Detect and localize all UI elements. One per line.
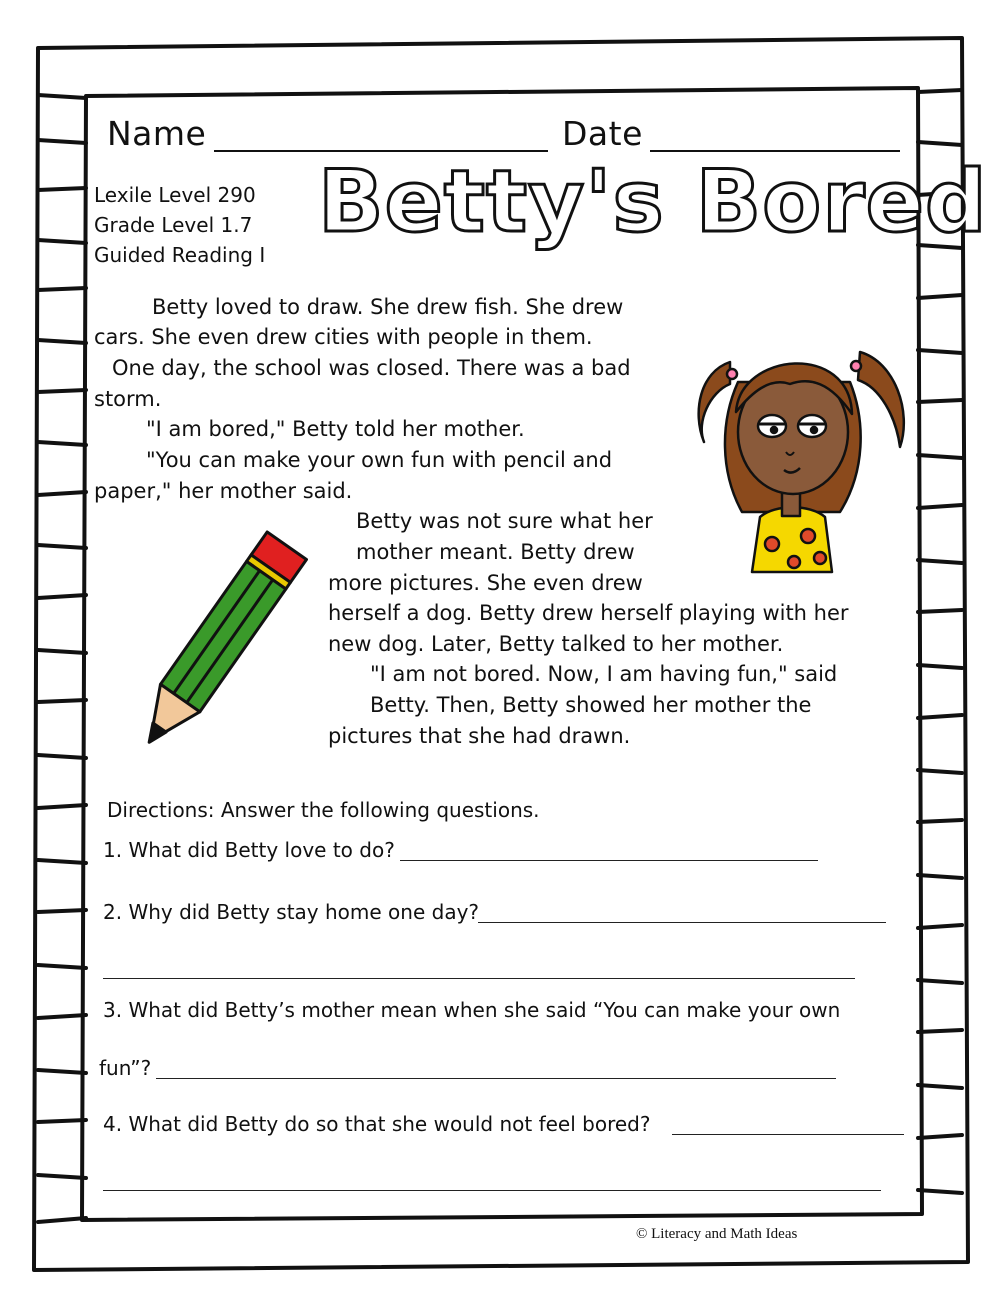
reading-level-info [94, 180, 265, 270]
story-line: Betty was not sure what her [356, 509, 653, 533]
lexile-level: Lexile Level 290 [94, 183, 256, 207]
date-label: Date [562, 114, 643, 153]
story-line: "You can make your own fun with pencil and [146, 448, 613, 472]
answer-line-4b[interactable] [103, 1190, 881, 1191]
story-line: Betty loved to draw. She drew fish. She drew [152, 295, 624, 319]
answer-line-2a[interactable] [478, 922, 886, 923]
story-line: "I am bored," Betty told her mother. [146, 417, 525, 441]
story-line: mother meant. Betty drew [356, 540, 635, 564]
question-2: 2. Why did Betty stay home one day? [103, 900, 480, 924]
question-3: 3. What did Betty’s mother mean when she said “You can make your own [103, 998, 841, 1022]
name-label: Name [107, 114, 207, 153]
pencil-illustration [128, 526, 308, 762]
story-line: paper," her mother said. [94, 479, 353, 503]
story-line: new dog. Later, Betty talked to her mother. [328, 632, 784, 656]
story-line: storm. [94, 387, 162, 411]
question-4: 4. What did Betty do so that she would not feel bored? [103, 1112, 651, 1136]
story-line: Betty. Then, Betty showed her mother the [370, 693, 812, 717]
answer-line-4a[interactable] [672, 1134, 904, 1135]
story-line: One day, the school was closed. There was a bad [112, 356, 631, 380]
question-1: 1. What did Betty love to do? [103, 838, 395, 862]
story-line: "I am not bored. Now, I am having fun," said [370, 662, 838, 686]
copyright-notice: © Literacy and Math Ideas [636, 1226, 798, 1242]
betty-illustration [690, 322, 912, 574]
story-line: more pictures. She even drew [328, 571, 643, 595]
answer-line-1[interactable] [400, 860, 818, 861]
question-3-continued: fun”? [99, 1056, 152, 1080]
story-line: pictures that she had drawn. [328, 724, 631, 748]
directions: Directions: Answer the following questions. [107, 798, 540, 822]
right-pigtail [858, 352, 904, 447]
grade-level: Grade Level 1.7 [94, 213, 253, 237]
story-line: herself a dog. Betty drew herself playing with her [328, 601, 849, 625]
guided-reading-level: Guided Reading I [94, 243, 266, 267]
story-line: cars. She even drew cities with people in them. [94, 325, 593, 349]
pencil-body [160, 561, 285, 711]
answer-line-3[interactable] [156, 1078, 836, 1079]
answer-line-2b[interactable] [103, 978, 855, 979]
worksheet-title: Betty's Bored [318, 152, 988, 252]
